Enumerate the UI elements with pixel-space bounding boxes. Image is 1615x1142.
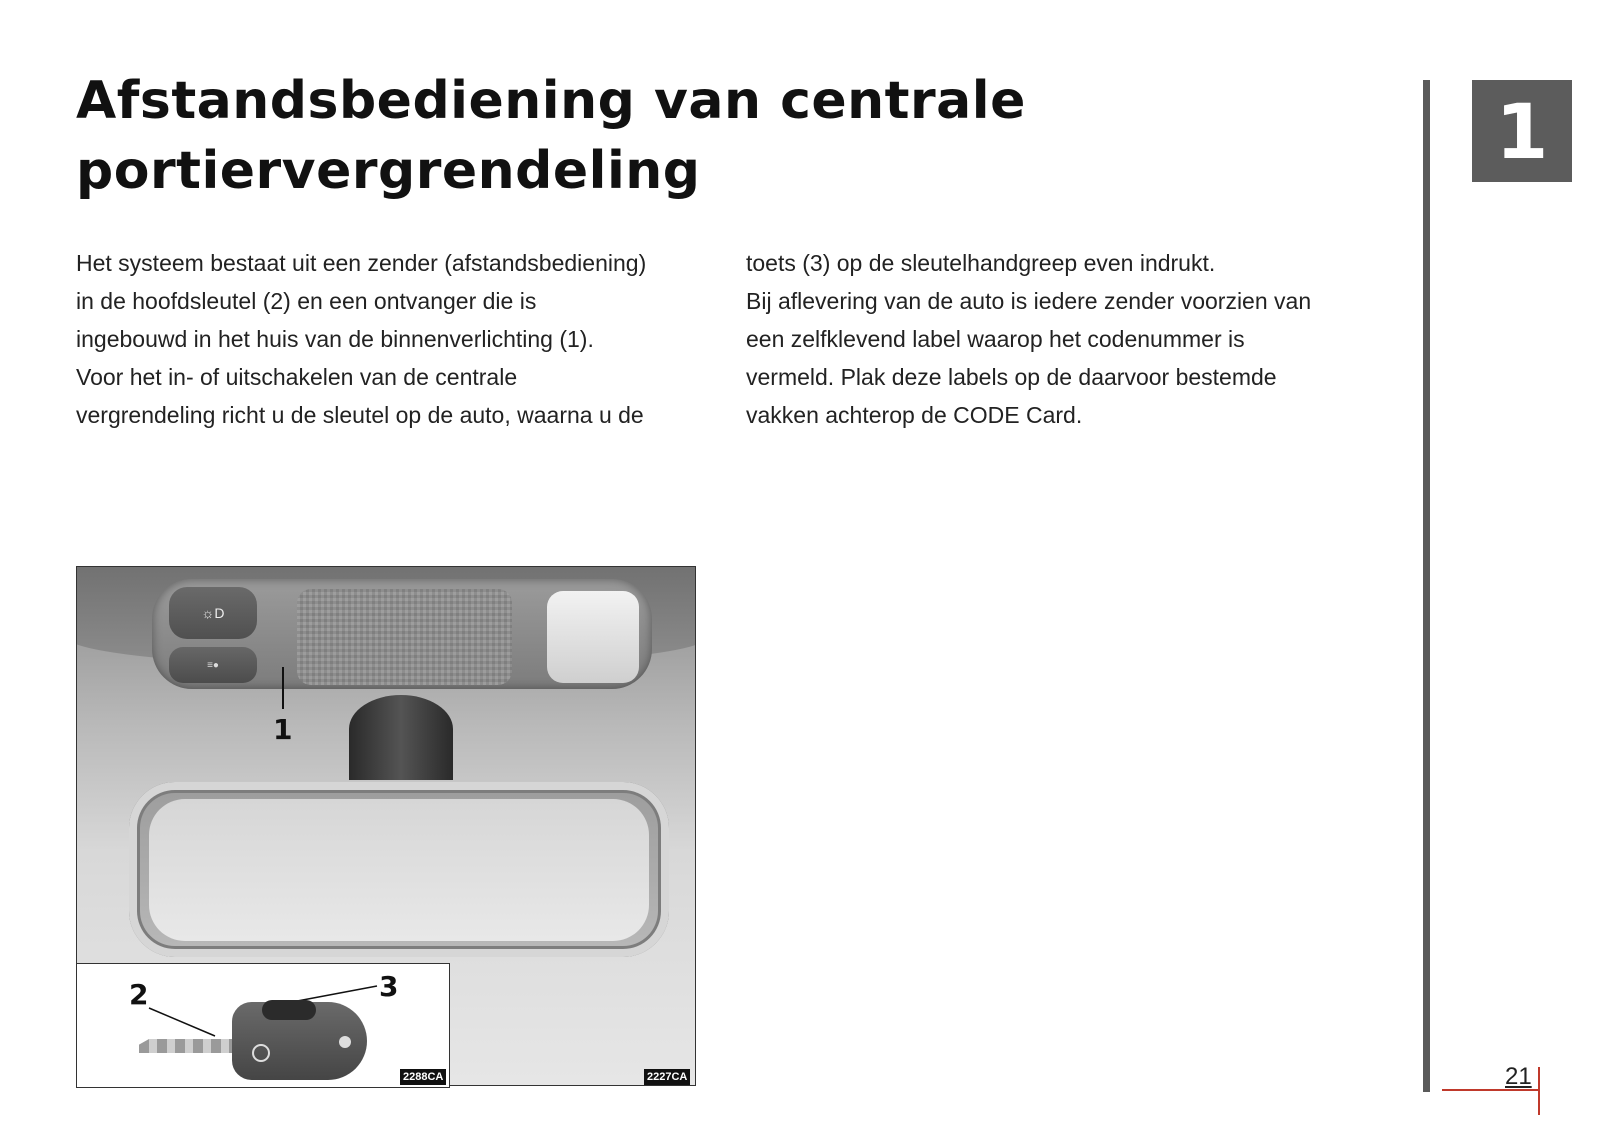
page-number-tick [1538,1067,1540,1115]
figure-code-main: 2227CA [644,1069,690,1085]
page-number: 21 [1505,1063,1532,1090]
body-column-right [746,244,1311,434]
light-lens [297,589,512,685]
key-inset [76,963,450,1088]
figure-code-inset: 2288CA [400,1069,446,1085]
callout-leader-1 [282,667,284,709]
title-line-1: Afstandsbediening van centrale [76,71,1026,131]
title-line-2: portiervergrendeling [76,141,701,201]
reading-lamp [547,591,639,683]
body-line: ingebouwd in het huis van de binnenverlichting (1). [76,326,594,352]
body-line: een zelfklevend label waarop het codenummer is [746,326,1245,352]
chapter-tab: 1 [1472,80,1572,182]
margin-rule [1423,80,1430,1092]
small-switch-icon: ≡● [169,647,257,683]
body-line: toets (3) op de sleutelhandgreep even indrukt. [746,250,1216,276]
mirror-stem [349,695,453,780]
callout-2: 2 [129,978,149,1011]
body-line: Het systeem bestaat uit een zender (afstandsbediening) [76,250,647,276]
mirror-glass [149,799,649,941]
body-line: vermeld. Plak deze labels op de daarvoor bestemde [746,364,1277,390]
key-ring-hole [339,1036,351,1048]
key-button-icon [262,1000,316,1020]
body-line: Voor het in- of uitschakelen van de centrale [76,364,518,390]
body-line: Bij aflevering van de auto is iedere zender voorzien van [746,288,1312,314]
light-switch-icon: ☼D [169,587,257,639]
body-line: vergrendeling richt u de sleutel op de auto, waarna u de [76,402,644,428]
brand-logo-icon [252,1044,270,1062]
callout-3: 3 [379,970,399,1003]
body-line: in de hoofdsleutel (2) en een ontvanger die is [76,288,537,314]
callout-1: 1 [273,713,293,746]
page-title [76,66,1026,206]
key-blade [139,1039,239,1053]
body-line: vakken achterop de CODE Card. [746,402,1083,428]
body-column-left [76,244,646,434]
